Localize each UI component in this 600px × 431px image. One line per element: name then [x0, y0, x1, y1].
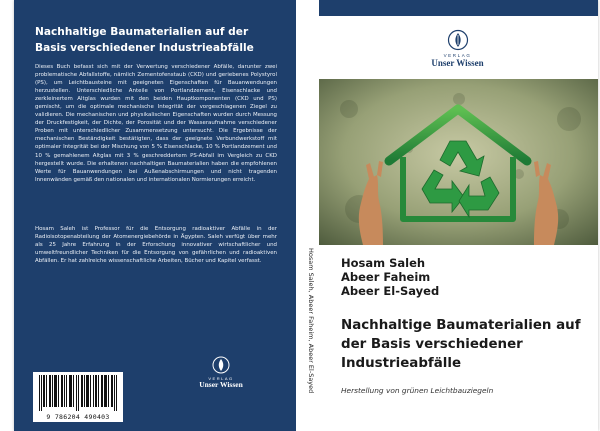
- barcode-bars: [33, 372, 123, 412]
- book-cover: [14, 0, 598, 431]
- front-subtitle: Herstellung von grünen Leichtbauziegeln: [341, 386, 494, 395]
- back-publisher-logo: [191, 355, 251, 389]
- front-publisher-verlag: VERLAG: [443, 53, 472, 58]
- back-publisher-name: Unser Wissen: [199, 380, 243, 389]
- isbn-barcode: [33, 372, 123, 422]
- author-name: Abeer El-Sayed: [341, 284, 440, 298]
- author-biography: Hosam Saleh ist Professor für die Entsorgung radioaktiver Abfälle in der Radioisotopenabteilung der Atomenergiebehörde in Ägypten. Saleh verfügt über mehr als 25 Jahre Erfahrung in der Erforschung innovativer wirtschaftlicher und umweltfreundlicher Techniken für die Entsorgung von gefährlichen und radioaktiven Abfällen. Er hat zahlreiche wissenschaftliche Arbeiten, Bücher und Kapitel verfasst.: [35, 226, 277, 265]
- front-cover: [319, 0, 598, 431]
- publisher-emblem-icon: [212, 355, 230, 375]
- isbn-number: 9 786204 490403: [46, 413, 110, 421]
- front-publisher-logo: [420, 28, 495, 68]
- back-publisher-verlag: VERLAG: [208, 376, 234, 381]
- front-top-band: [319, 0, 598, 16]
- cover-illustration: [319, 79, 598, 245]
- front-publisher-name: Unser Wissen: [431, 58, 484, 68]
- front-title: Nachhaltige Baumaterialien auf der Basis verschiedener Industrieabfälle: [341, 318, 581, 371]
- author-name: Hosam Saleh: [341, 256, 426, 270]
- blurb-text: Dieses Buch befasst sich mit der Verwertung verschiedener Abfälle, darunter zwei problematische Abfallstoffe, nämlich Zementofenstaub (CKD) und geriebenes Polystyrol (PS), um Leichtbausteine mit geeigneten Eigenschaften für Bauanwendungen herzustellen. Unterschiedliche Anteile von Portlandzement, Eisenschlacke und zerkleinertem Altglas wurden mit den beiden Hauptkomponenten (CKD und PS) gemischt, um die optimale mechanische Integrität der vorgeschlagenen Ziegel zu validieren. Die mechanischen und physikalischen Eigenschaften wurden durch Messung der Druckfestigkeit, der Dichte, der Porosität und der Wasseraufnahme verschiedener Proben mit unterschiedlicher Zusammensetzung untersucht. Die Ergebnisse der mechanischen Beständigkeit bestätigten, dass der geeignete Verbundwerkstoff mit optimaler Integrität bei der Mischung von 5 % Eisenschlacke, 10 % Portlandzement und 10 % gemahlenem Altglas mit 3 % geschreddertem PS-Abfall im Vergleich zu CKD hergestellt wurde. Die erhaltenen nachhaltigen Baumaterialien haben die empfohlenen Werte für Bauanwendungen bei Außenabschirmungen und nicht tragenden Innenwänden gemäß den nationalen und internationalen Normierungen erreicht.: [35, 64, 277, 183]
- author-name: Abeer Faheim: [341, 270, 431, 284]
- spine-authors: Hosam Saleh, Abeer Faheim, Abeer El-Sayed: [307, 248, 315, 394]
- back-cover-blurb: [35, 63, 277, 184]
- book-spine: [296, 0, 319, 431]
- back-cover-title: Nachhaltige Baumaterialien auf der Basis verschiedener Industrieabfälle: [35, 26, 254, 54]
- back-cover: [14, 0, 296, 431]
- front-authors: [341, 256, 439, 298]
- publisher-emblem-icon: [447, 28, 469, 52]
